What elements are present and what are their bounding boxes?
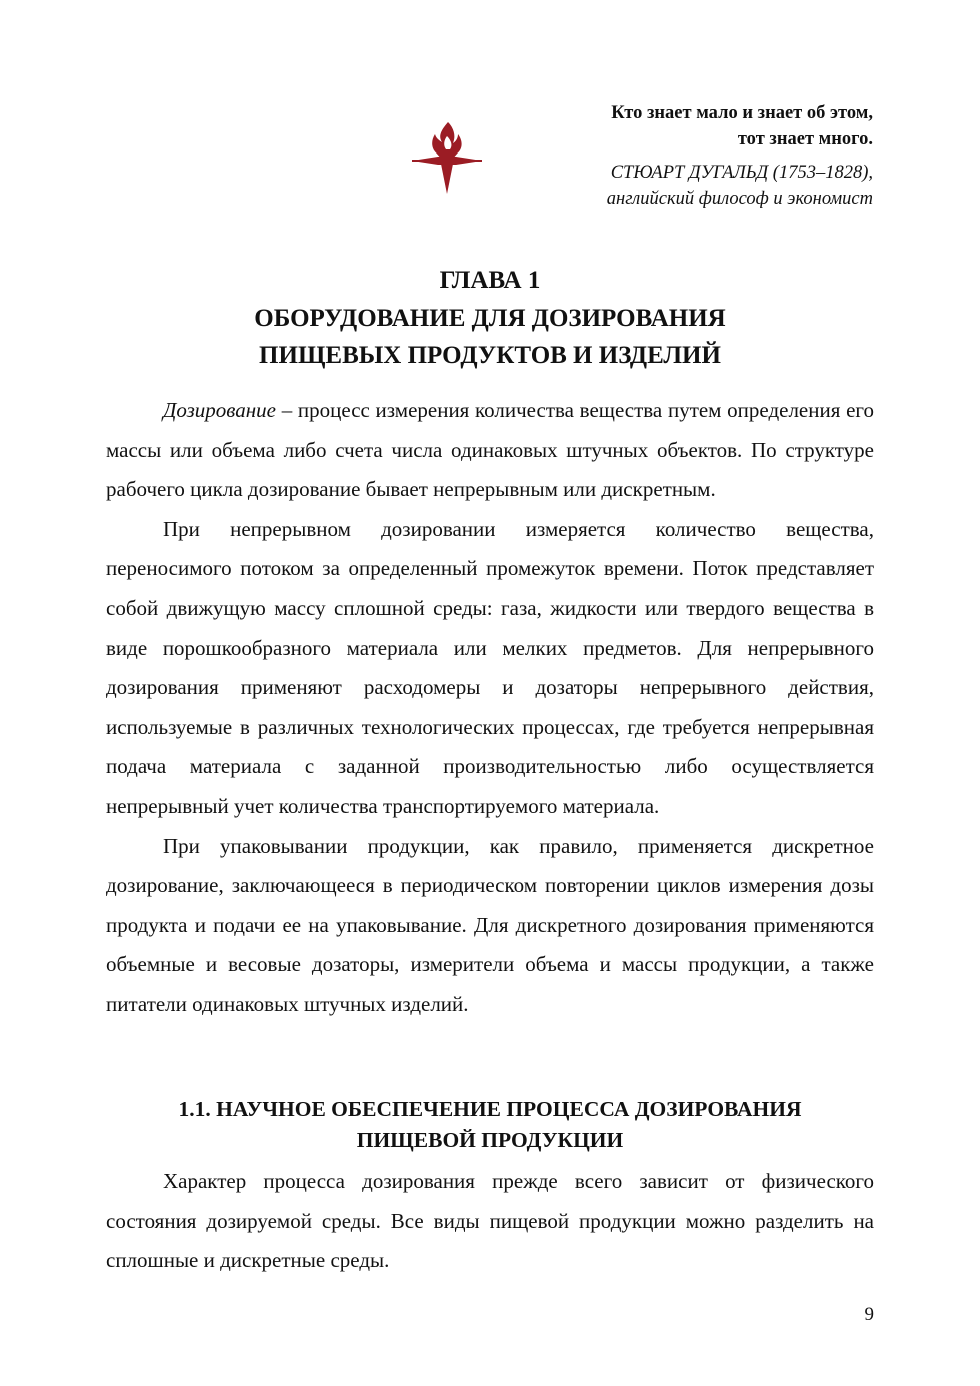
section-title-line1: 1.1. НАУЧНОЕ ОБЕСПЕЧЕНИЕ ПРОЦЕССА ДОЗИРОВАНИЯ (178, 1097, 802, 1121)
epigraph-author-line1: СТЮАРТ ДУГАЛЬД (1753–1828), (610, 163, 873, 183)
chapter-title-line1: ОБОРУДОВАНИЕ ДЛЯ ДОЗИРОВАНИЯ (254, 304, 726, 332)
paragraph-2: При непрерывном дозировании измеряется количество вещества, переносимого потоком за определенный промежуток времени. Поток представляет собой движущую массу сплошной среды: газа, жидкости или твердого вещества в виде порошкообразного материала или мелких предметов. Для непрерывного дозирования применяют расходомеры и дозаторы непрерывного действия, используемые в различных технологических процессах, где требуется непрерывная подача материала с заданной производительностью либо осуществляется непрерывный учет количества транспортируемого материала. (106, 516, 874, 818)
page-number: 9 (864, 1304, 874, 1325)
epigraph-author (453, 160, 873, 212)
epigraph (453, 100, 873, 212)
term-definition: Дозирование (163, 398, 276, 422)
paragraph-1-text: – процесс измерения количества вещества путем определения его массы или объема либо счета числа одинаковых штучных объектов. По структуре рабочего цикла дозирование бывает непрерывным или дискретным. (106, 398, 874, 502)
section-title (0, 1094, 980, 1156)
paragraph-3: При упаковывании продукции, как правило, применяется дискретное дозирование, заключающееся в периодическом повторении циклов измерения дозы продукта и подачи ее на упаковывание. Для дискретного дозирования применяются объемные и весовые дозаторы, измерители объема и массы продукции, а также питатели одинаковых штучных изделий. (106, 833, 874, 1016)
chapter-intro-text (106, 391, 874, 1025)
epigraph-quote-line2: тот знает много. (737, 129, 873, 149)
section-text (106, 1162, 874, 1281)
epigraph-quote (453, 100, 873, 152)
section-title-line2: ПИЩЕВОЙ ПРОДУКЦИИ (356, 1128, 624, 1152)
epigraph-author-line2: английский философ и экономист (606, 189, 873, 209)
epigraph-quote-line1: Кто знает мало и знает об этом, (611, 103, 873, 123)
chapter-title (0, 262, 980, 375)
paragraph-1 (106, 391, 874, 510)
section-paragraph-1: Характер процесса дозирования прежде всего зависит от физического состояния дозируемой среды. Все виды пищевой продукции можно разделить на сплошные и дискретные среды. (106, 1169, 874, 1273)
chapter-number: ГЛАВА 1 (439, 267, 541, 294)
chapter-title-line2: ПИЩЕВЫХ ПРОДУКТОВ И ИЗДЕЛИЙ (259, 342, 721, 369)
